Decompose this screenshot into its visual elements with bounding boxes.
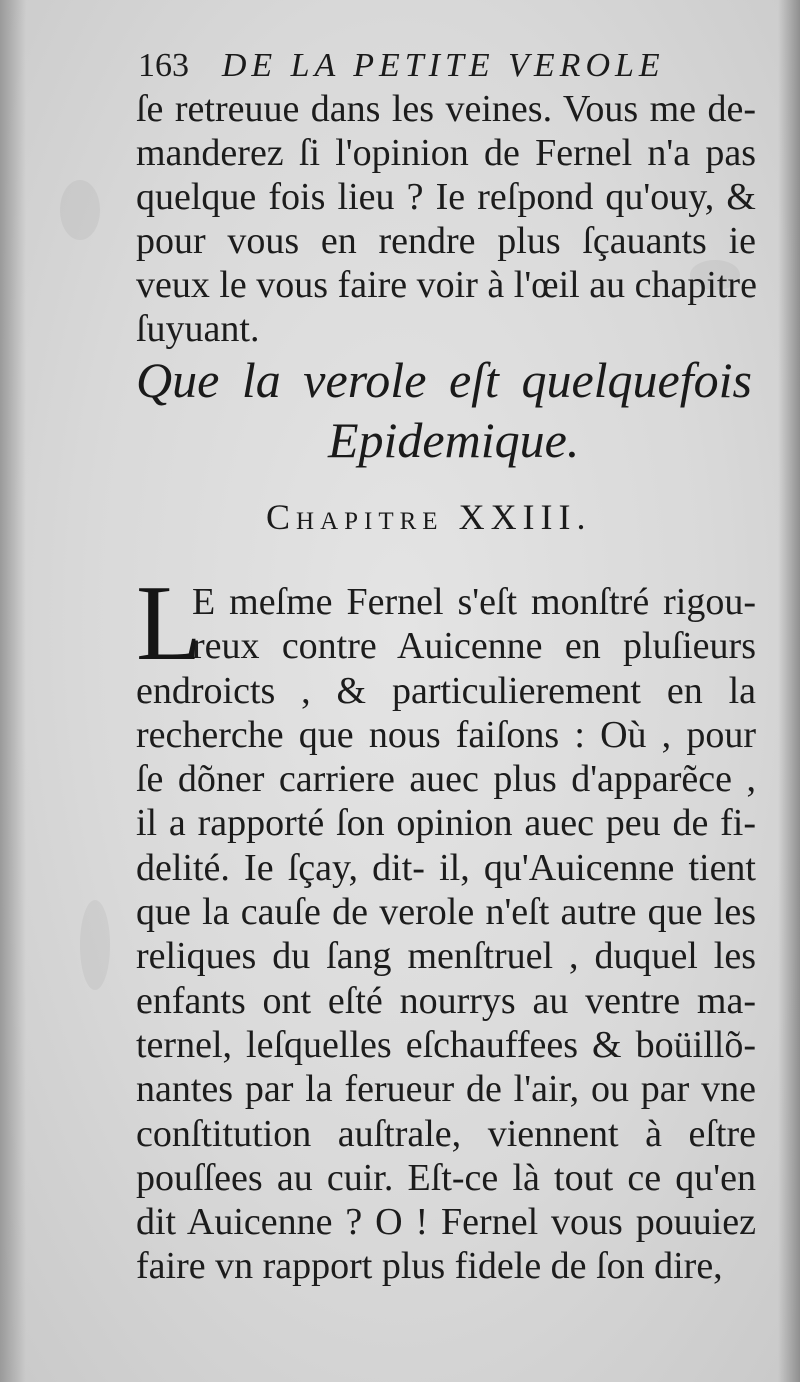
- text-line: ſe dõner carriere auec plus d'apparẽce ,: [136, 758, 756, 801]
- body-paragraph: [136, 564, 756, 1289]
- running-head: [138, 40, 738, 90]
- text-line: il a rapporté ſon opinion auec peu de fi-: [136, 802, 756, 845]
- intro-paragraph: [136, 87, 756, 351]
- chapter-title: [136, 350, 756, 470]
- text-line: delité. Ie ſçay, dit- il, qu'Auicenne tient: [136, 846, 756, 889]
- text-line: dit Auicenne ? O ! Fernel vous pouuiez: [136, 1201, 756, 1244]
- chapter-title-line: Que la verole eſt quelquefois: [136, 352, 752, 408]
- text-line: reux contre Auicenne en pluſieurs: [192, 625, 756, 668]
- text-line: manderez ſi l'opinion de Fernel n'a pas: [136, 132, 756, 174]
- text-line: pouſſees au cuir. Eſt-ce là tout ce qu'en: [136, 1156, 756, 1199]
- paper-stain: [60, 180, 100, 240]
- text-line: quelque fois lieu ? Ie reſpond qu'ouy, &: [136, 176, 756, 218]
- text-line: conſtitution auſtrale, viennent à eſtre: [136, 1112, 756, 1155]
- drop-cap-block: [136, 564, 756, 683]
- text-line: faire vn rapport plus fidele de ſon dire,: [136, 1245, 723, 1288]
- text-line: ternel, leſquelles eſchauffees & boüillõ-: [136, 1023, 756, 1066]
- chapter-number: Chapitre XXIII.: [266, 497, 592, 537]
- running-title: DE LA PETITE VEROLE: [221, 47, 665, 84]
- text-line: nantes par la ferueur de l'air, ou par vne: [136, 1068, 756, 1111]
- text-line: ſuyuant.: [136, 308, 260, 350]
- text-line: E meſme Fernel s'eſt monſtré rigou-: [192, 581, 756, 623]
- text-line: recherche que nous faiſons : Où , pour: [136, 713, 756, 756]
- text-line: veux le vous faire voir à l'œil au chapitre: [136, 264, 757, 306]
- paper-stain: [80, 900, 110, 990]
- drop-cap: L: [136, 564, 202, 683]
- text-line: reliques du ſang menſtruel , duquel les: [136, 935, 756, 978]
- text-line: ſe retreuue dans les veines. Vous me de-: [136, 88, 756, 130]
- text-line: enfants ont eſté nourrys au ventre ma-: [136, 979, 756, 1022]
- text-line: que la cauſe de verole n'eſt autre que les: [136, 891, 756, 934]
- text-line: pour vous en rendre plus ſçauants ie: [136, 220, 756, 262]
- chapter-title-line: Epidemique.: [328, 412, 580, 468]
- page-number: 163: [138, 47, 189, 84]
- text-line: endroicts , & particulierement en la: [136, 669, 756, 712]
